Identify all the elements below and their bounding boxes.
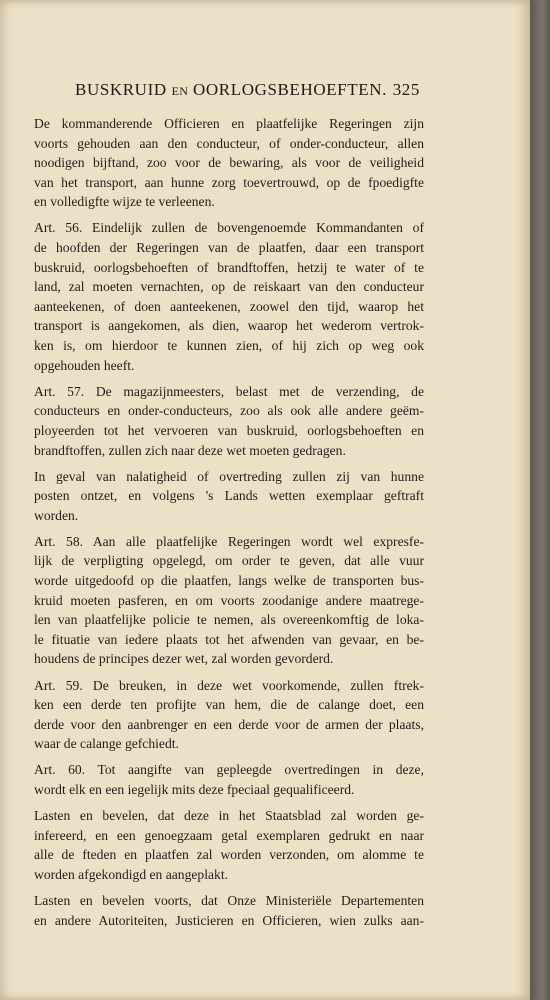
paragraph xyxy=(34,806,424,884)
paragraph xyxy=(34,382,424,460)
text-line: ployeerden tot het vervoeren van buskruid, oorlogsbehoeften en xyxy=(34,422,424,438)
text-line: de hoofden der Regeringen van de plaatfen, daar een transport xyxy=(34,240,424,256)
text-line: conducteurs en onder-conducteurs, zoo als ook alle andere geëm- xyxy=(34,403,424,419)
text-line: voorts gehouden aan den conducteur, of onder-conducteur, allen xyxy=(34,135,424,151)
text-line: waar de calange gefchiedt. xyxy=(34,736,179,752)
text-line: Art. 56. Eindelijk zullen de bovengenoemde Kommandanten of xyxy=(34,220,424,236)
paragraph xyxy=(34,532,424,669)
paragraph xyxy=(34,467,424,526)
body-text xyxy=(34,114,424,937)
text-line: houdens de principes dezer wet, zal worden gevorderd. xyxy=(34,651,334,667)
text-line: opgehouden heeft. xyxy=(34,357,135,373)
text-line: Art. 58. Aan alle plaatfelijke Regeringen wordt wel expresfe- xyxy=(34,533,424,549)
text-line: worden. xyxy=(34,507,79,523)
text-line: kruid moeten pasferen, en om voorts zoodanige andere maatrege- xyxy=(34,592,424,608)
text-line: ken een derde ten profijte van hem, die de calange doet, een xyxy=(34,697,424,713)
text-line: De kommanderende Officieren en plaatfelijke Regeringen zijn xyxy=(34,116,424,131)
text-line: noodigen bijftand, zoo voor de bewaring, als voor de veiligheid xyxy=(34,155,424,171)
text-line: transport is aangekomen, als dien, waarop het wederom vertrok- xyxy=(34,318,424,334)
text-line: In geval van nalatigheid of overtreding zullen zij van hunne xyxy=(34,468,424,484)
text-line: lijk de verpligting opgelegd, om order te geven, dat alle vuur xyxy=(34,553,424,569)
page-number: 325 xyxy=(392,80,420,99)
text-line: land, zal moeten vernachten, op de reiskaart van den conducteur xyxy=(34,279,424,295)
text-line: Lasten en bevelen voorts, dat Onze Ministeriële Departementen xyxy=(34,892,424,908)
text-line: le fituatie van iedere plaats tot het afwenden van gevaar, en be- xyxy=(34,631,424,647)
text-line: infereerd, en een genoegzaam getal exemplaren gedrukt en naar xyxy=(34,827,424,843)
text-line: en andere Autoriteiten, Justicieren en Officieren, wien zulks aan- xyxy=(34,912,424,928)
text-line: buskruid, oorlogsbehoeften of brandftoffen, hetzij te water of te xyxy=(34,259,424,275)
text-line: Art. 60. Tot aangifte van gepleegde overtredingen in deze, xyxy=(34,762,424,778)
text-line: aanteekenen, of doen aanteekenen, zoowel den tijd, waarop het xyxy=(34,298,424,314)
running-title-left: BUSKRUID xyxy=(75,80,167,99)
paragraph xyxy=(34,760,424,799)
text-line: alle de fteden en plaatfen zal worden verzonden, om alomme te xyxy=(34,847,424,863)
paragraph xyxy=(34,676,424,754)
running-title-conjunction: EN xyxy=(171,84,189,98)
running-title xyxy=(75,80,387,100)
paragraph xyxy=(34,891,424,930)
text-line: ken is, om hierdoor te kunnen zien, of hij zich op weg ook xyxy=(34,338,424,354)
text-line: Lasten en bevelen, dat deze in het Staatsblad zal worden ge- xyxy=(34,808,424,824)
paragraph xyxy=(34,114,424,212)
text-line: worde uitgedoofd op die plaatfen, langs welke de transporten bus- xyxy=(34,573,424,589)
text-line: Art. 57. De magazijnmeesters, belast met de verzending, de xyxy=(34,383,424,399)
running-header xyxy=(75,80,420,100)
paragraph xyxy=(34,218,424,375)
text-line: Art. 59. De breuken, in deze wet voorkomende, zullen ftrek- xyxy=(34,677,424,693)
text-line: wordt elk en een iegelijk mits deze fpeciaal gequalificeerd. xyxy=(34,782,355,797)
text-line: brandftoffen, zullen zich naar deze wet moeten gedragen. xyxy=(34,442,346,458)
text-line: len van plaatfelijke policie te nemen, als overeenkomftig de loka- xyxy=(34,612,424,628)
running-title-right: OORLOGSBEHOEFTEN. xyxy=(193,80,387,99)
text-line: en volledigfte wijze te verleenen. xyxy=(34,194,215,210)
text-line: van het transport, aan hunne zorg toevertrouwd, op de fpoedigfte xyxy=(34,174,424,190)
text-line: posten ontzet, en volgens 's Lands wetten exemplaar geftraft xyxy=(34,488,424,504)
text-line: worden afgekondigd en aangeplakt. xyxy=(34,866,229,882)
page-edge xyxy=(530,0,550,1000)
text-line: derde voor den aanbrenger en een derde voor de armen der plaats, xyxy=(34,716,424,732)
